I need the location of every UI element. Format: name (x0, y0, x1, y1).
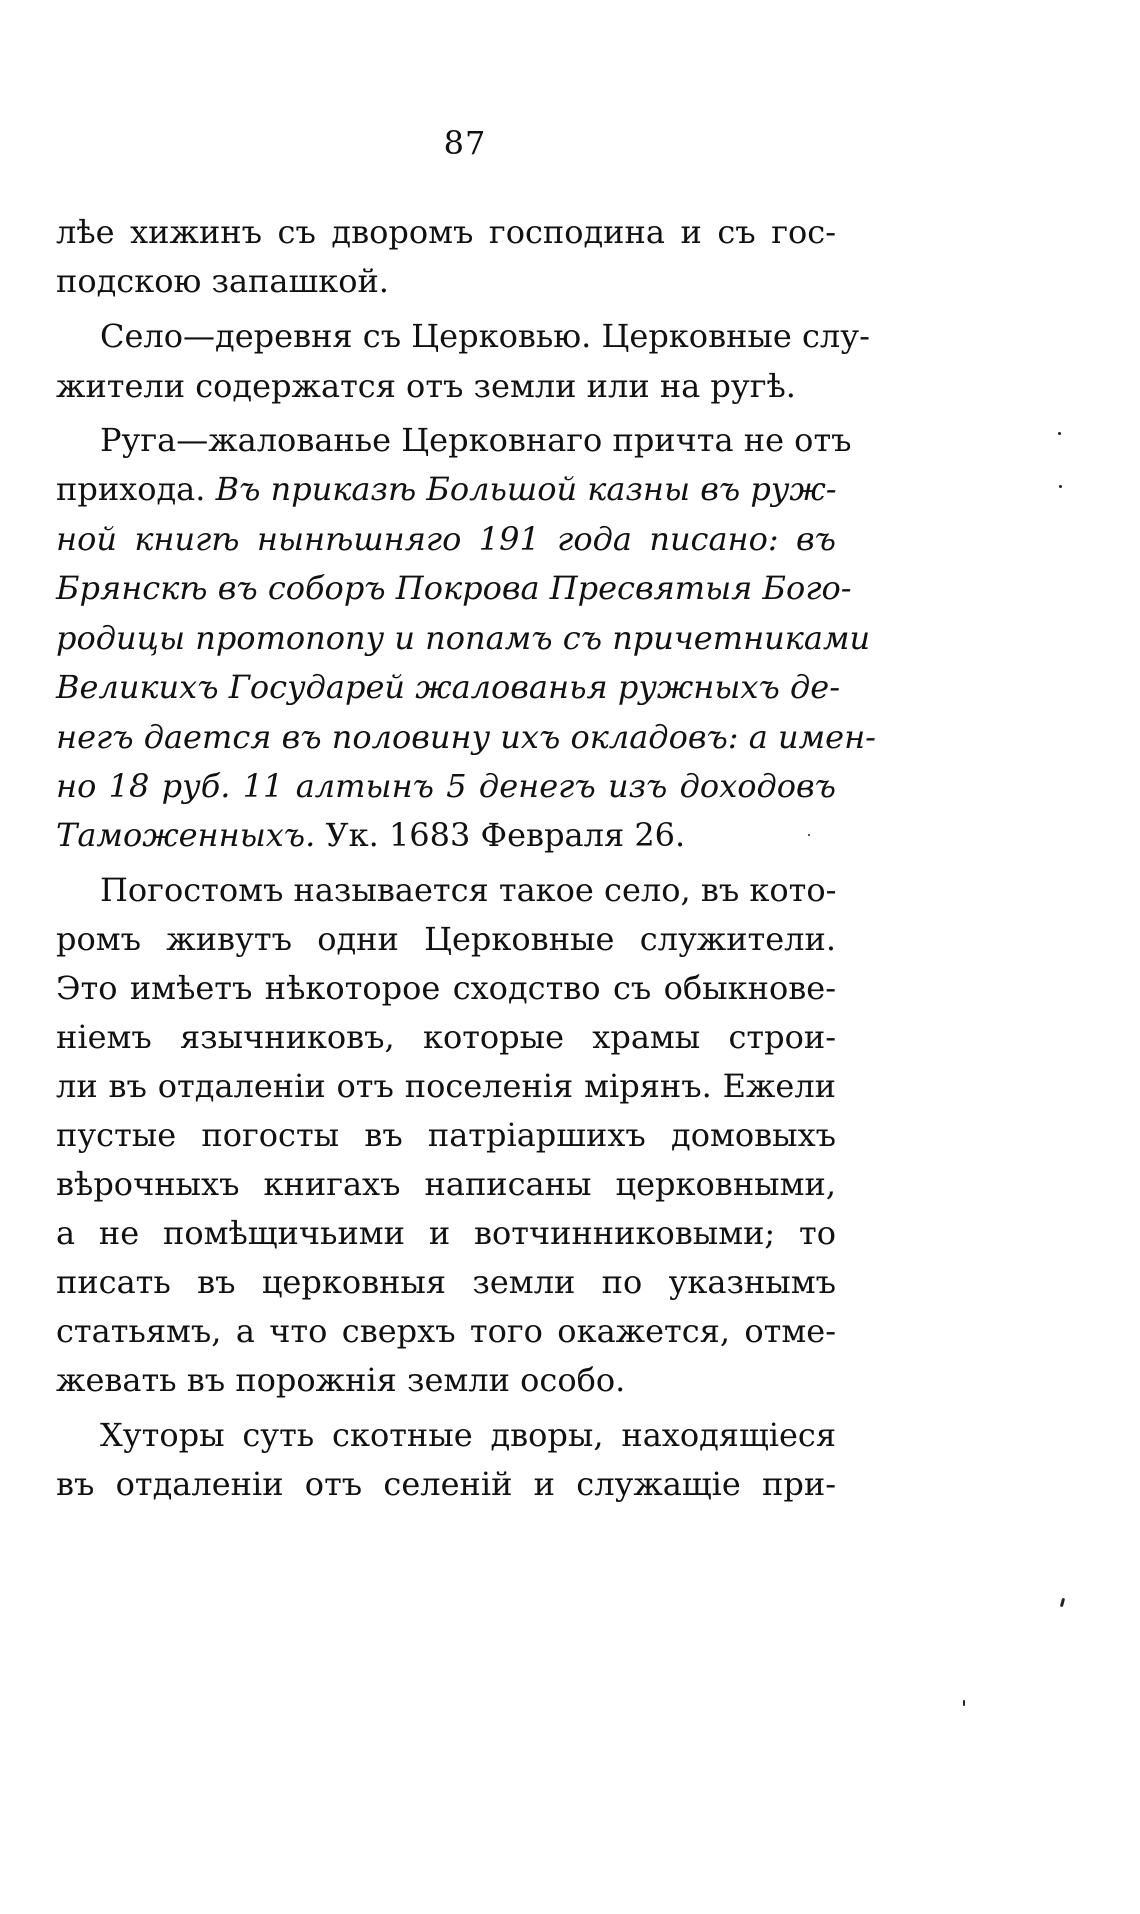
text-line: ромъ живутъ одни Церковные служители. (56, 920, 836, 958)
text-line: Хуторы суть скотные дворы, находящіеся (100, 1416, 836, 1454)
text-line: ли въ отдаленіи отъ поселенія мірянъ. Ежели (56, 1067, 836, 1105)
text-line: а не помѣщичьими и вотчинниковыми; то (56, 1214, 836, 1252)
scan-speck (1060, 1598, 1065, 1607)
italic-quote: Таможенныхъ. (56, 816, 326, 854)
scan-speck (1058, 432, 1061, 435)
page-number: 87 (443, 124, 487, 162)
scan-speck (808, 834, 810, 836)
text-line: лѣе хижинъ съ дворомъ господина и съ гос- (56, 213, 836, 251)
text-segment: прихода. (56, 470, 216, 508)
text-line: вѣрочныхъ книгахъ написаны церковными, (56, 1165, 836, 1203)
scan-speck (1059, 485, 1062, 488)
text-line: въ отдаленіи отъ селеній и служащіе при- (56, 1465, 836, 1503)
text-line: жевать въ порожнія земли особо. (56, 1361, 626, 1399)
text-line: Село—деревня съ Церковью. Церковные слу- (100, 317, 870, 355)
text-line (56, 465, 836, 513)
text-line: жители содержатся отъ земли или на ругѣ. (56, 367, 796, 405)
text-line: писать въ церковныя земли по указнымъ (56, 1263, 836, 1301)
text-line (56, 811, 836, 859)
text-line: ной книгѣ нынѣшняго 191 года писано: въ (56, 520, 836, 558)
text-line: ніемъ язычниковъ, которые храмы строи- (56, 1018, 836, 1056)
text-line: Брянскѣ въ соборъ Покрова Пресвятыя Бого- (56, 569, 852, 607)
text-line: Великихъ Государей жалованья ружныхъ де- (56, 668, 840, 706)
text-line: родицы протопопу и попамъ съ причетниками (56, 619, 871, 657)
text-line: статьямъ, а что сверхъ того окажется, отме- (56, 1312, 836, 1350)
text-line: но 18 руб. 11 алтынъ 5 денегъ изъ доходовъ (56, 767, 836, 805)
text-line: подскою запашкой. (56, 262, 389, 300)
scan-speck (963, 1700, 965, 1706)
text-line: Руга—жалованье Церковнаго причта не отъ (100, 421, 852, 459)
text-line: Это имѣетъ нѣкоторое сходство съ обыкнове- (56, 969, 836, 1007)
text-line: Погостомъ называется такое село, въ кото- (100, 871, 837, 909)
text-line: негъ дается въ половину ихъ окладовъ: а имен- (56, 718, 876, 756)
text-line: пустые погосты въ патріаршихъ домовыхъ (56, 1116, 836, 1154)
text-segment: Ук. 1683 Февраля 26. (325, 816, 686, 854)
italic-quote: Въ приказѣ Большой казны въ руж- (215, 470, 837, 508)
